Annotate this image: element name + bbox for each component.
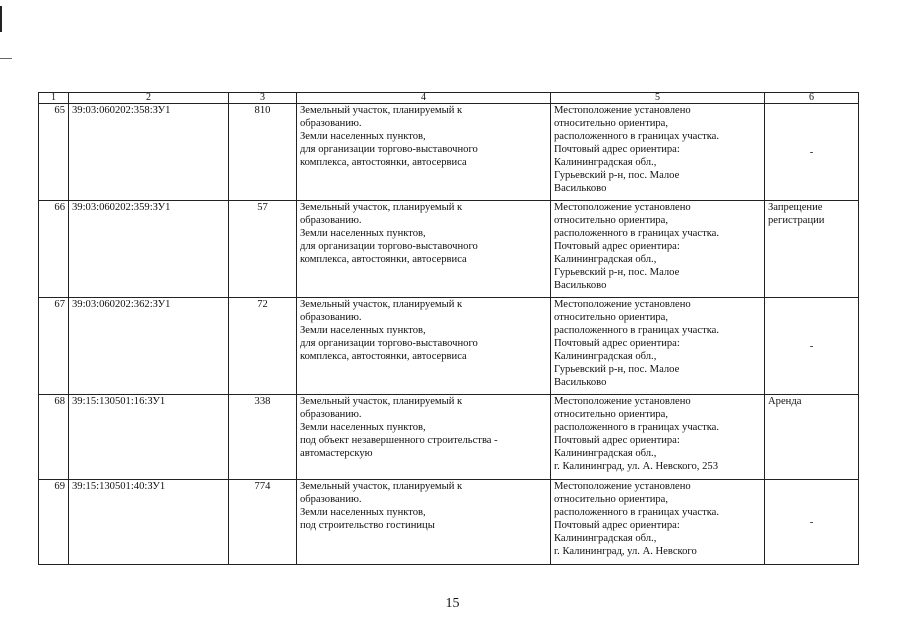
description-line: Земельный участок, планируемый к: [300, 202, 463, 213]
description-line: для организации торгово-выставочного: [300, 241, 478, 252]
location-line: Почтовый адрес ориентира:: [554, 520, 680, 531]
land-plots-table: [38, 92, 859, 565]
location-cell: [551, 395, 765, 480]
description-line: Земли населенных пунктов,: [300, 507, 426, 518]
location-line: расположенного в границах участка.: [554, 507, 720, 518]
location-line: относительно ориентира,: [554, 409, 669, 420]
location-line: расположенного в границах участка.: [554, 325, 720, 336]
location-line: Калининградская обл.,: [554, 254, 657, 265]
location-line: относительно ориентира,: [554, 312, 669, 323]
table-row: [39, 395, 859, 480]
column-header-6: 6: [765, 93, 859, 104]
location-line: расположенного в границах участка.: [554, 131, 720, 142]
area-cell: 810: [229, 104, 297, 201]
table-row: [39, 201, 859, 298]
description-line: Земли населенных пунктов,: [300, 325, 426, 336]
location-line: Местоположение установлено: [554, 105, 691, 116]
location-line: Гурьевский р-н, пос. Малое: [554, 170, 680, 181]
description-line: образованию.: [300, 494, 362, 505]
description-cell: [297, 298, 551, 395]
description-line: Земельный участок, планируемый к: [300, 299, 463, 310]
table-row: [39, 298, 859, 395]
location-line: г. Калининград, ул. А. Невского, 253: [554, 461, 718, 472]
description-line: образованию.: [300, 409, 362, 420]
column-header-5: 5: [551, 93, 765, 104]
location-cell: [551, 480, 765, 565]
column-header-3: 3: [229, 93, 297, 104]
location-cell: [551, 104, 765, 201]
column-header-4: 4: [297, 93, 551, 104]
area-cell: 57: [229, 201, 297, 298]
description-line: для организации торгово-выставочного: [300, 144, 478, 155]
row-number-cell: 67: [39, 298, 69, 395]
encumbrance-cell: -: [765, 104, 859, 201]
location-line: Почтовый адрес ориентира:: [554, 241, 680, 252]
page-number: 15: [445, 596, 460, 611]
column-header-2: 2: [69, 93, 229, 104]
location-line: относительно ориентира,: [554, 215, 669, 226]
description-cell: [297, 104, 551, 201]
description-line: образованию.: [300, 312, 362, 323]
description-line: автомастерскую: [300, 448, 373, 459]
description-line: Земельный участок, планируемый к: [300, 481, 463, 492]
description-line: образованию.: [300, 118, 362, 129]
table-row: [39, 104, 859, 201]
table-header-row: [39, 93, 859, 104]
description-line: комплекса, автостоянки, автосервиса: [300, 351, 467, 362]
cadastral-number-cell: 39:03:060202:362:ЗУ1: [69, 298, 229, 395]
location-line: Местоположение установлено: [554, 396, 691, 407]
area-cell: 338: [229, 395, 297, 480]
description-line: комплекса, автостоянки, автосервиса: [300, 254, 467, 265]
description-cell: [297, 201, 551, 298]
location-line: Калининградская обл.,: [554, 351, 657, 362]
location-cell: [551, 201, 765, 298]
area-cell: 72: [229, 298, 297, 395]
location-line: относительно ориентира,: [554, 494, 669, 505]
cadastral-number-cell: 39:15:130501:16:ЗУ1: [69, 395, 229, 480]
encumbrance-cell: -: [765, 480, 859, 565]
row-number-cell: 68: [39, 395, 69, 480]
encumbrance-cell: Аренда: [765, 395, 859, 480]
description-line: комплекса, автостоянки, автосервиса: [300, 157, 467, 168]
location-line: Калининградская обл.,: [554, 533, 657, 544]
location-line: Почтовый адрес ориентира:: [554, 338, 680, 349]
description-line: Земли населенных пунктов,: [300, 228, 426, 239]
location-line: Гурьевский р-н, пос. Малое: [554, 364, 680, 375]
scan-edge-mark: [0, 6, 2, 32]
description-line: под объект незавершенного строительства -: [300, 435, 498, 446]
encumbrance-cell: Запрещение регистрации: [765, 201, 859, 298]
location-line: Васильково: [554, 280, 607, 291]
location-line: Почтовый адрес ориентира:: [554, 435, 680, 446]
description-line: Земельный участок, планируемый к: [300, 105, 463, 116]
location-line: Гурьевский р-н, пос. Малое: [554, 267, 680, 278]
description-line: под строительство гостиницы: [300, 520, 435, 531]
location-line: Почтовый адрес ориентира:: [554, 144, 680, 155]
location-line: Калининградская обл.,: [554, 157, 657, 168]
row-number-cell: 66: [39, 201, 69, 298]
row-number-cell: 69: [39, 480, 69, 565]
row-number-cell: 65: [39, 104, 69, 201]
area-cell: 774: [229, 480, 297, 565]
location-cell: [551, 298, 765, 395]
description-cell: [297, 395, 551, 480]
encumbrance-cell: -: [765, 298, 859, 395]
location-line: Васильково: [554, 183, 607, 194]
cadastral-number-cell: 39:03:060202:358:ЗУ1: [69, 104, 229, 201]
column-header-1: 1: [39, 93, 69, 104]
description-line: для организации торгово-выставочного: [300, 338, 478, 349]
scan-dash-mark: [0, 58, 12, 59]
location-line: Калининградская обл.,: [554, 448, 657, 459]
cadastral-number-cell: 39:03:060202:359:ЗУ1: [69, 201, 229, 298]
description-line: Земли населенных пунктов,: [300, 422, 426, 433]
table-row: [39, 480, 859, 565]
description-line: Земли населенных пунктов,: [300, 131, 426, 142]
location-line: расположенного в границах участка.: [554, 228, 720, 239]
location-line: г. Калининград, ул. А. Невского: [554, 546, 697, 557]
description-line: образованию.: [300, 215, 362, 226]
table-body: [39, 93, 859, 565]
description-line: Земельный участок, планируемый к: [300, 396, 463, 407]
location-line: Местоположение установлено: [554, 299, 691, 310]
location-line: Местоположение установлено: [554, 202, 691, 213]
location-line: относительно ориентира,: [554, 118, 669, 129]
location-line: Васильково: [554, 377, 607, 388]
location-line: Местоположение установлено: [554, 481, 691, 492]
location-line: расположенного в границах участка.: [554, 422, 720, 433]
cadastral-number-cell: 39:15:130501:40:ЗУ1: [69, 480, 229, 565]
description-cell: [297, 480, 551, 565]
